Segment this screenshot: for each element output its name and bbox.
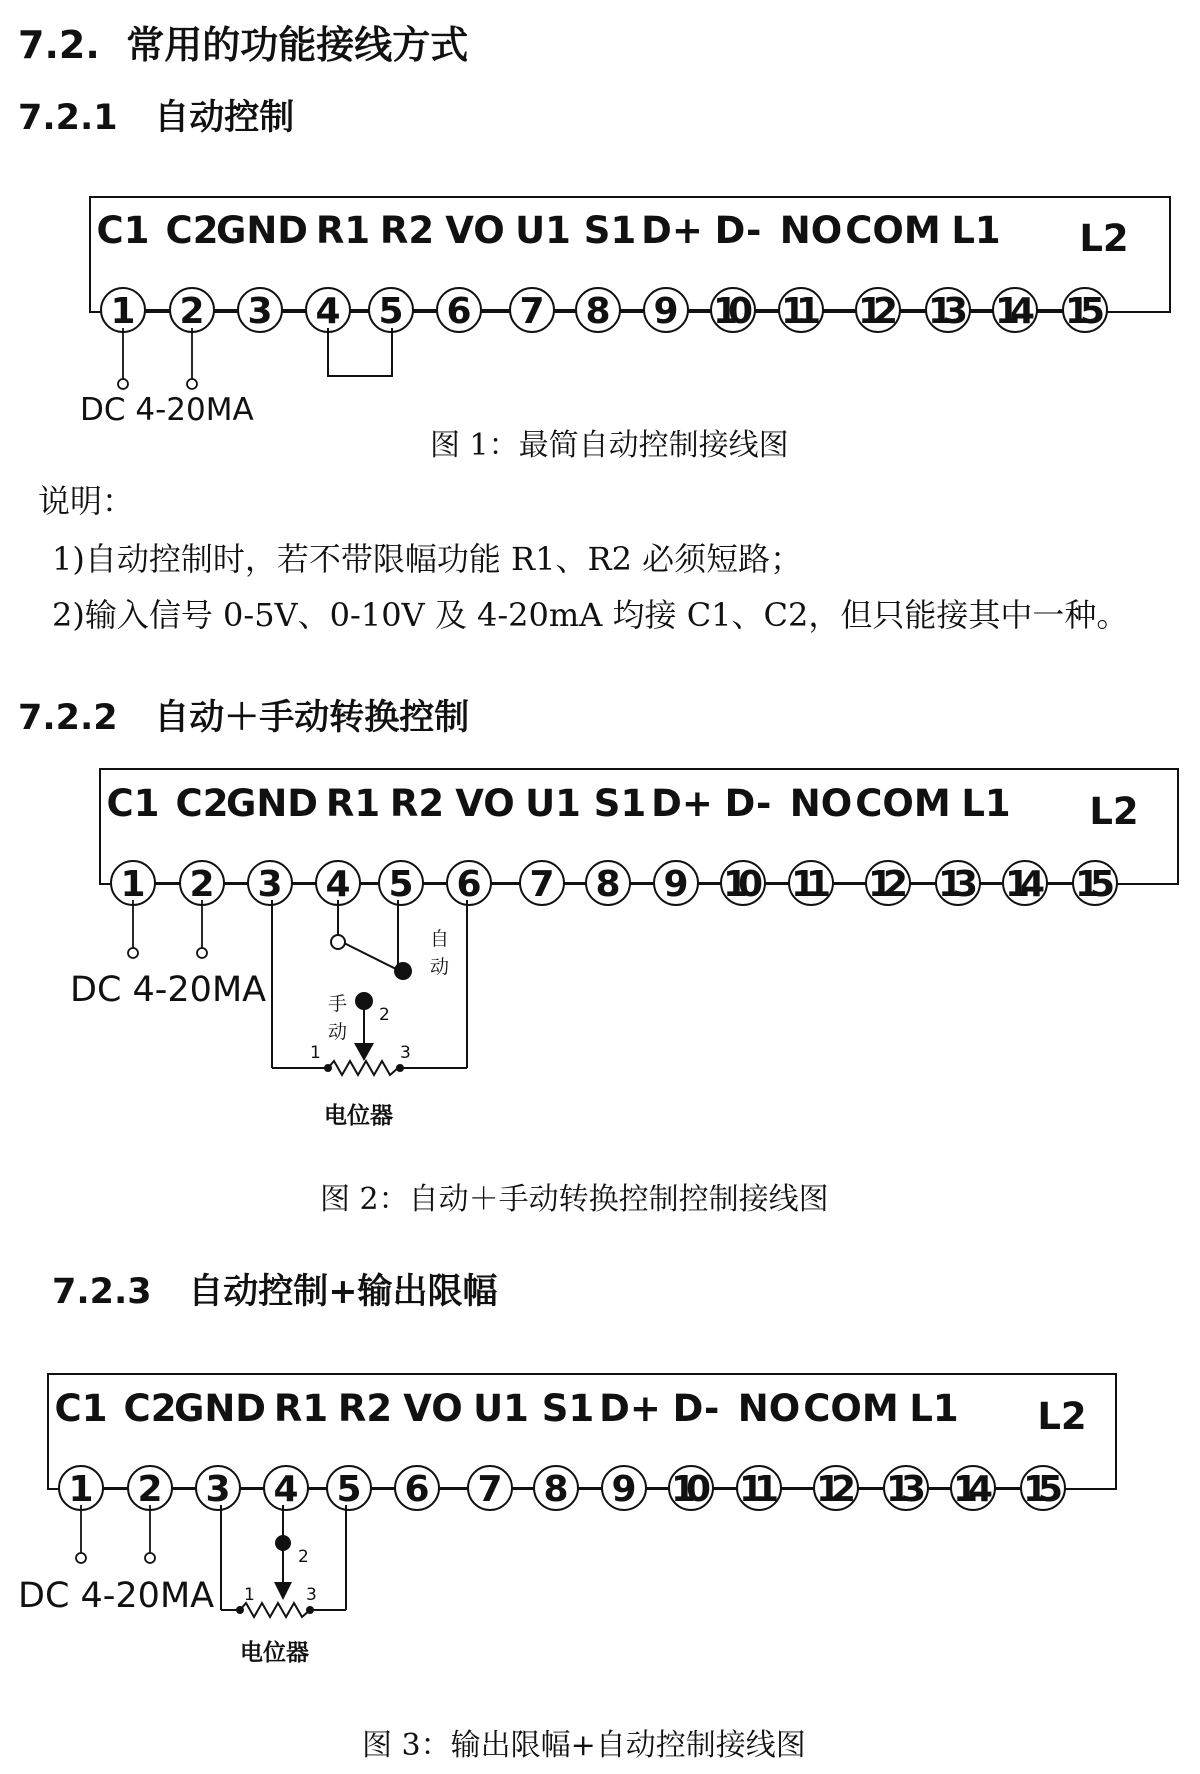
- terminal-label-l1: L1: [961, 782, 1011, 825]
- terminal-number-7: 7: [519, 291, 545, 332]
- terminal-label-r1: R1: [315, 209, 371, 252]
- terminal-number-13: 13: [938, 864, 978, 905]
- terminal-number-12: 12: [858, 291, 898, 332]
- terminal-label-c1: C1: [96, 209, 150, 252]
- figure-3-caption: 图 3：输出限幅+自动控制接线图: [362, 1728, 806, 1763]
- figure-1-caption: 图 1：最简自动控制接线图: [430, 428, 789, 463]
- terminal-label-no: NO: [737, 1387, 801, 1430]
- terminal-label-l2: L2: [1089, 790, 1139, 833]
- signal-label-1: DC 4-20MA: [80, 392, 254, 428]
- potentiometer-resistor: [328, 1061, 398, 1075]
- subsection-1-title: 自动控制: [154, 98, 295, 138]
- wiring-diagram-2: [0, 735, 1200, 1140]
- terminal-number-12: 12: [816, 1469, 856, 1510]
- signal-leads: [128, 900, 207, 958]
- subsection-2-title: 自动＋手动转换控制: [154, 698, 470, 738]
- terminal-label-gnd: GND: [225, 782, 319, 825]
- subsection-2-heading: [18, 690, 469, 740]
- switch-pivot: [331, 935, 345, 949]
- figure-2-caption: 图 2：自动＋手动转换控制控制接线图: [320, 1182, 829, 1217]
- wiring-diagram-1: [0, 160, 1200, 390]
- auto-label-2: 动: [430, 956, 450, 978]
- terminal-label-c2: C2: [123, 1387, 177, 1430]
- signal-label-2: DC 4-20MA: [70, 970, 267, 1010]
- subsection-1-heading: [18, 90, 294, 140]
- terminal-number-5: 5: [388, 864, 414, 905]
- wiper-arrow: [354, 1043, 374, 1061]
- terminal-label-com: COM: [845, 209, 941, 252]
- terminal-label-s1: S1: [541, 1387, 595, 1430]
- section-heading: [18, 14, 468, 69]
- subsection-1-number: 7.2.1: [18, 98, 118, 138]
- terminal-label-no: NO: [779, 209, 843, 252]
- note-1: 1)自动控制时，若不带限幅功能 R1、R2 必须短路；: [52, 540, 803, 578]
- terminal-label-u1: U1: [515, 209, 571, 252]
- potentiometer-resistor: [240, 1603, 310, 1617]
- terminal-number-14: 14: [953, 1469, 993, 1510]
- limit-pot-wiring: [221, 1505, 346, 1617]
- terminal-number-4: 4: [325, 864, 351, 905]
- terminal-number-6: 6: [456, 864, 482, 905]
- terminal-label-r2: R2: [389, 782, 445, 825]
- terminal-label-vo: VO: [445, 209, 505, 252]
- pot-pin-2: 2: [379, 1005, 390, 1025]
- terminal-number-1: 1: [110, 291, 136, 332]
- terminal-number-5: 5: [336, 1469, 362, 1510]
- terminal-number-13: 13: [886, 1469, 926, 1510]
- terminal-label-r2: R2: [379, 209, 435, 252]
- terminal-label-no: NO: [789, 782, 853, 825]
- terminal-number-8: 8: [585, 291, 611, 332]
- terminal-label-r1: R1: [273, 1387, 329, 1430]
- switch-manual-contact: [355, 992, 373, 1010]
- terminal-label-gnd: GND: [173, 1387, 267, 1430]
- terminal-label-c2: C2: [165, 209, 219, 252]
- pot-pin-1: 1: [244, 1585, 255, 1605]
- terminal-number-12: 12: [868, 864, 908, 905]
- pot-pin-3: 3: [400, 1043, 411, 1063]
- terminal-label-l1: L1: [909, 1387, 959, 1430]
- wiring-diagram-3: [0, 1340, 1200, 1670]
- terminal-number-15: 15: [1075, 864, 1115, 905]
- terminal-label-dplus: D+: [651, 782, 713, 825]
- note-2: 2)输入信号 0-5V、0-10V 及 4-20mA 均接 C1、C2，但只能接其中一种。: [52, 596, 1129, 634]
- pot-pin-2: 2: [298, 1547, 309, 1567]
- terminal-number-15: 15: [1023, 1469, 1063, 1510]
- terminal-label-dminus: D-: [724, 782, 772, 825]
- signal-label-3: DC 4-20MA: [18, 1576, 215, 1616]
- subsection-3-title: 自动控制+输出限幅: [188, 1272, 498, 1312]
- terminal-number-15: 15: [1065, 291, 1105, 332]
- terminal-number-6: 6: [404, 1469, 430, 1510]
- terminal-label-dplus: D+: [641, 209, 703, 252]
- terminal-number-3: 3: [247, 291, 273, 332]
- subsection-3-heading: [52, 1264, 498, 1314]
- terminal-number-7: 7: [529, 864, 555, 905]
- terminal-label-r2: R2: [337, 1387, 393, 1430]
- terminal-number-10: 10: [713, 291, 753, 332]
- subsection-3-number: 7.2.3: [52, 1272, 152, 1312]
- terminal-label-c2: C2: [175, 782, 229, 825]
- terminal-label-dminus: D-: [714, 209, 762, 252]
- terminal-number-13: 13: [928, 291, 968, 332]
- section-title: 常用的功能接线方式: [126, 23, 469, 67]
- terminal-number-11: 11: [739, 1469, 779, 1510]
- terminal-label-u1: U1: [525, 782, 581, 825]
- terminal-label-vo: VO: [403, 1387, 463, 1430]
- terminal-number-2: 2: [189, 864, 215, 905]
- wiper-arrow: [274, 1582, 292, 1600]
- terminal-label-s1: S1: [593, 782, 647, 825]
- r1-r2-short-wire: [328, 328, 392, 376]
- terminal-label-vo: VO: [455, 782, 515, 825]
- terminal-label-dplus: D+: [599, 1387, 661, 1430]
- terminal-number-10: 10: [723, 864, 763, 905]
- terminal-number-9: 9: [663, 864, 689, 905]
- pot-pin-1: 1: [310, 1043, 321, 1063]
- potentiometer-label: 电位器: [324, 1103, 393, 1129]
- terminal-number-2: 2: [137, 1469, 163, 1510]
- terminal-number-3: 3: [257, 864, 283, 905]
- section-number: 7.2.: [18, 23, 100, 67]
- terminal-label-l2: L2: [1079, 217, 1129, 260]
- terminal-number-2: 2: [179, 291, 205, 332]
- terminal-label-l1: L1: [951, 209, 1001, 252]
- terminal-label-c1: C1: [54, 1387, 108, 1430]
- manual-label-2: 动: [328, 1021, 348, 1043]
- signal-leads: [118, 328, 197, 389]
- terminal-number-8: 8: [595, 864, 621, 905]
- terminal-label-com: COM: [855, 782, 951, 825]
- terminal-number-4: 4: [273, 1469, 299, 1510]
- terminal-label-gnd: GND: [215, 209, 309, 252]
- terminal-label-r1: R1: [325, 782, 381, 825]
- terminal-label-com: COM: [803, 1387, 899, 1430]
- wiper-contact: [275, 1535, 291, 1551]
- terminal-number-10: 10: [671, 1469, 711, 1510]
- terminal-number-3: 3: [205, 1469, 231, 1510]
- terminal-number-5: 5: [378, 291, 404, 332]
- terminal-number-1: 1: [120, 864, 146, 905]
- terminal-label-c1: C1: [106, 782, 160, 825]
- auto-label-1: 自: [430, 928, 450, 950]
- terminal-number-9: 9: [611, 1469, 637, 1510]
- terminal-number-6: 6: [446, 291, 472, 332]
- terminal-number-11: 11: [791, 864, 831, 905]
- terminal-label-l2: L2: [1037, 1395, 1087, 1438]
- terminal-label-dminus: D-: [672, 1387, 720, 1430]
- terminal-number-14: 14: [1005, 864, 1045, 905]
- terminal-number-9: 9: [653, 291, 679, 332]
- switch-auto-contact: [394, 962, 412, 980]
- subsection-2-number: 7.2.2: [18, 698, 118, 738]
- pot-pin-3: 3: [306, 1585, 317, 1605]
- potentiometer-label: 电位器: [240, 1640, 309, 1666]
- terminal-label-u1: U1: [473, 1387, 529, 1430]
- terminal-number-1: 1: [68, 1469, 94, 1510]
- terminal-number-7: 7: [477, 1469, 503, 1510]
- terminal-number-14: 14: [995, 291, 1035, 332]
- notes-title: 说明：: [38, 482, 135, 520]
- manual-label-1: 手: [328, 993, 348, 1015]
- terminal-number-11: 11: [781, 291, 821, 332]
- terminal-number-8: 8: [543, 1469, 569, 1510]
- signal-leads: [76, 1505, 155, 1563]
- terminal-number-4: 4: [315, 291, 341, 332]
- terminal-label-s1: S1: [583, 209, 637, 252]
